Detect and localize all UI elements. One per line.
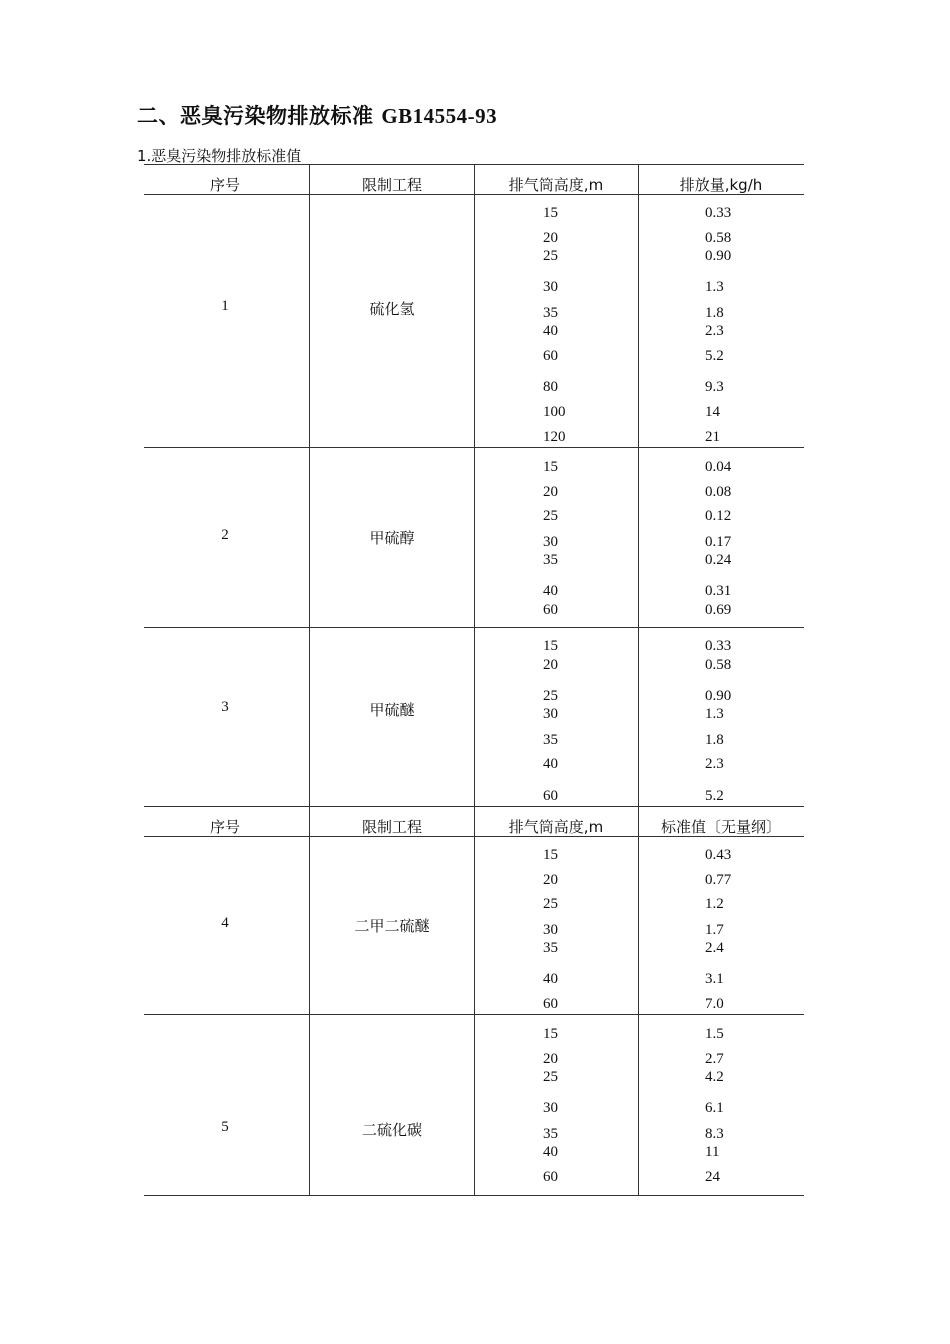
stack-height-value: 15 <box>543 459 558 475</box>
emission-limit-value: 9.3 <box>705 379 724 395</box>
stack-height-value: 20 <box>543 1051 558 1067</box>
pollutant-name: 甲硫醇 <box>369 529 415 547</box>
stack-height-value: 25 <box>543 896 558 912</box>
row-number: 2 <box>221 527 229 543</box>
emission-limit-value: 2.7 <box>705 1051 724 1067</box>
page-title <box>137 100 497 130</box>
emission-limit-value: 2.3 <box>705 323 724 339</box>
stack-height-value: 35 <box>543 732 558 748</box>
table-vertical-rule <box>309 164 310 1195</box>
row-number: 4 <box>221 915 229 931</box>
emission-limit-value: 0.58 <box>705 230 732 246</box>
stack-height-value: 20 <box>543 484 558 500</box>
emission-limit-value: 0.31 <box>705 583 732 599</box>
table-header-cell: 限制工程 <box>361 818 423 836</box>
emission-standards-table <box>144 164 804 1196</box>
emission-limit-value: 6.1 <box>705 1100 724 1116</box>
stack-height-value: 25 <box>543 688 558 704</box>
stack-height-value: 40 <box>543 323 558 339</box>
stack-height-value: 25 <box>543 1069 558 1085</box>
stack-height-value: 15 <box>543 205 558 221</box>
row-number: 5 <box>221 1119 229 1135</box>
stack-height-value: 60 <box>543 1169 558 1185</box>
table-header-cell: 排气筒高度,m <box>508 818 604 836</box>
emission-limit-value: 0.90 <box>705 688 732 704</box>
stack-height-value: 40 <box>543 1144 558 1160</box>
emission-limit-value: 1.5 <box>705 1026 724 1042</box>
emission-limit-value: 0.12 <box>705 508 732 524</box>
table-vertical-rule <box>638 164 639 1195</box>
table-header-cell: 序号 <box>209 818 241 836</box>
stack-height-value: 20 <box>543 230 558 246</box>
emission-limit-value: 0.17 <box>705 534 732 550</box>
emission-limit-value: 0.24 <box>705 552 732 568</box>
emission-limit-value: 2.3 <box>705 756 724 772</box>
stack-height-value: 25 <box>543 248 558 264</box>
pollutant-name: 甲硫醚 <box>369 701 415 719</box>
emission-limit-value: 4.2 <box>705 1069 724 1085</box>
emission-limit-value: 0.58 <box>705 657 732 673</box>
emission-limit-value: 0.33 <box>705 205 732 221</box>
emission-limit-value: 2.4 <box>705 940 724 956</box>
table-header-cell: 序号 <box>209 176 241 194</box>
row-number: 3 <box>221 699 229 715</box>
emission-limit-value: 7.0 <box>705 996 724 1012</box>
emission-limit-value: 1.3 <box>705 706 724 722</box>
stack-height-value: 30 <box>543 1100 558 1116</box>
stack-height-value: 40 <box>543 971 558 987</box>
stack-height-value: 35 <box>543 1126 558 1142</box>
emission-limit-value: 24 <box>705 1169 720 1185</box>
emission-limit-value: 5.2 <box>705 788 724 804</box>
stack-height-value: 15 <box>543 638 558 654</box>
stack-height-value: 100 <box>543 404 566 420</box>
section-subtitle: 1.恶臭污染物排放标准值 <box>137 147 302 165</box>
stack-height-value: 20 <box>543 657 558 673</box>
emission-limit-value: 1.3 <box>705 279 724 295</box>
emission-limit-value: 0.08 <box>705 484 732 500</box>
stack-height-value: 60 <box>543 602 558 618</box>
emission-limit-value: 5.2 <box>705 348 724 364</box>
emission-limit-value: 14 <box>705 404 720 420</box>
table-header-cell: 限制工程 <box>361 176 423 194</box>
pollutant-name: 二硫化碳 <box>361 1121 423 1139</box>
emission-limit-value: 1.7 <box>705 922 724 938</box>
stack-height-value: 25 <box>543 508 558 524</box>
emission-limit-value: 21 <box>705 429 720 445</box>
table-header-cell: 排气筒高度,m <box>508 176 604 194</box>
stack-height-value: 60 <box>543 996 558 1012</box>
table-vertical-rule <box>474 164 475 1195</box>
page-title-text: 二、恶臭污染物排放标准 <box>137 104 374 128</box>
stack-height-value: 15 <box>543 1026 558 1042</box>
emission-limit-value: 1.8 <box>705 305 724 321</box>
row-number: 1 <box>221 298 229 314</box>
emission-limit-value: 0.77 <box>705 872 732 888</box>
stack-height-value: 20 <box>543 872 558 888</box>
table-header-cell: 标准值〔无量纲〕 <box>660 818 782 836</box>
stack-height-value: 30 <box>543 922 558 938</box>
emission-limit-value: 3.1 <box>705 971 724 987</box>
table-header-cell: 排放量,kg/h <box>679 176 763 194</box>
stack-height-value: 40 <box>543 756 558 772</box>
stack-height-value: 35 <box>543 305 558 321</box>
stack-height-value: 35 <box>543 940 558 956</box>
emission-limit-value: 0.69 <box>705 602 732 618</box>
emission-limit-value: 0.04 <box>705 459 732 475</box>
stack-height-value: 30 <box>543 706 558 722</box>
pollutant-name: 硫化氢 <box>369 300 415 318</box>
emission-limit-value: 8.3 <box>705 1126 724 1142</box>
stack-height-value: 60 <box>543 788 558 804</box>
emission-limit-value: 0.43 <box>705 847 732 863</box>
stack-height-value: 15 <box>543 847 558 863</box>
emission-limit-value: 0.33 <box>705 638 732 654</box>
stack-height-value: 80 <box>543 379 558 395</box>
stack-height-value: 35 <box>543 552 558 568</box>
stack-height-value: 60 <box>543 348 558 364</box>
emission-limit-value: 0.90 <box>705 248 732 264</box>
emission-limit-value: 11 <box>705 1144 720 1160</box>
stack-height-value: 40 <box>543 583 558 599</box>
table-horizontal-rule <box>144 1195 804 1196</box>
pollutant-name: 二甲二硫醚 <box>354 917 430 935</box>
emission-limit-value: 1.8 <box>705 732 724 748</box>
stack-height-value: 120 <box>543 429 566 445</box>
page-title-code: GB14554-93 <box>381 104 498 128</box>
emission-limit-value: 1.2 <box>705 896 724 912</box>
stack-height-value: 30 <box>543 279 558 295</box>
stack-height-value: 30 <box>543 534 558 550</box>
